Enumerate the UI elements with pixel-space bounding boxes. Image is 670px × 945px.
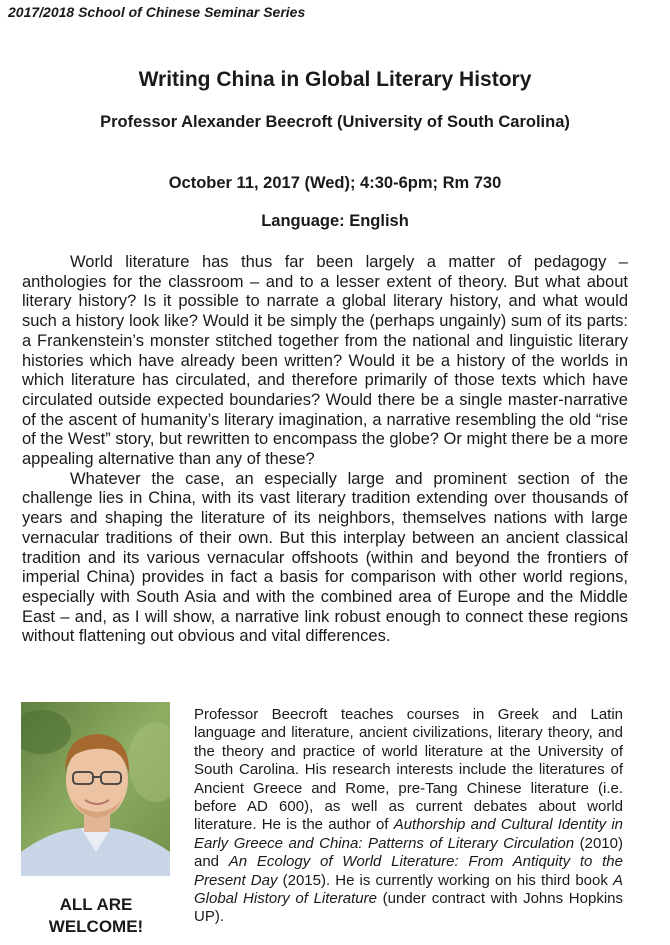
bio-text: (under contract with Johns Hopkins UP). [194, 890, 623, 926]
event-title: Writing China in Global Literary History [138, 68, 532, 91]
bio-paragraph [194, 706, 623, 927]
book-title: An Ecology of World Literature: From Antiquity to the Present Day [194, 853, 623, 889]
abstract-paragraph: World literature has thus far been largely a matter of pedagogy – anthologies for the classroom – and to a lesser extent of theory. But what about literary history? Is it possible to narrate a global literary history, and what would such a history look like? Would it be simply the (perhaps ungainly) sum of its parts: a Frankenstein’s monster stitched together from the national and linguistic literary histories which have already been written? Would it be a history of the worlds in which literature has circulated, and therefore primarily of those texts which have circulated outside expected boundaries? Would there be a single master-narrative of the ascent of humanity’s literary imagination, a narrative resembling the old “rise of the West” story, but rewritten to encompass the globe? Or might there be a more appealing alternative than any of these? [22, 253, 628, 469]
book-title: Authorship and Cultural Identity in Early Greece and China: Patterns of Literary Circulation [194, 816, 623, 852]
seminar-series-heading: 2017/2018 School of Chinese Seminar Series [8, 4, 306, 20]
book-title: A Global History of Literature [194, 871, 623, 908]
speaker-portrait-image [21, 702, 170, 876]
bio-text: (2010) and [194, 834, 623, 871]
bio-text: (2015). He is currently working on his third book [277, 871, 613, 889]
speaker-bio [194, 706, 623, 927]
speaker-photo [21, 702, 170, 876]
welcome-message: ALL ARE WELCOME! [48, 895, 144, 936]
event-datetime: October 11, 2017 (Wed); 4:30-6pm; Rm 730 [168, 174, 502, 192]
bio-text: Professor Beecroft teaches courses in Greek and Latin language and literature, ancient civilizations, literary theory, and the theory and practice of world literature at the University of South Carolina. His research interests include the literatures of Ancient Greece and Rome, pre-Tang Chinese literature (i.e. before AD 600), as well as current debates about world literature. He is the author of [194, 706, 623, 834]
abstract [22, 253, 628, 647]
abstract-paragraph: Whatever the case, an especially large and prominent section of the challenge lies in China, with its vast literary tradition extending over thousands of years and shaping the literature of its neighbors, themselves nations with large vernacular traditions of their own. But this interplay between an ancient classical tradition and its various vernacular offshoots (within and beyond the frontiers of imperial China) provides in fact a basis for comparison with other world regions, especially with South Asia and with the combined area of Europe and the Middle East – and, as I will show, a narrative link robust enough to connect these regions without flattening out obvious and vital differences. [22, 469, 628, 646]
event-language: Language: English [261, 212, 409, 230]
speaker-line: Professor Alexander Beecroft (University of South Carolina) [100, 113, 570, 131]
